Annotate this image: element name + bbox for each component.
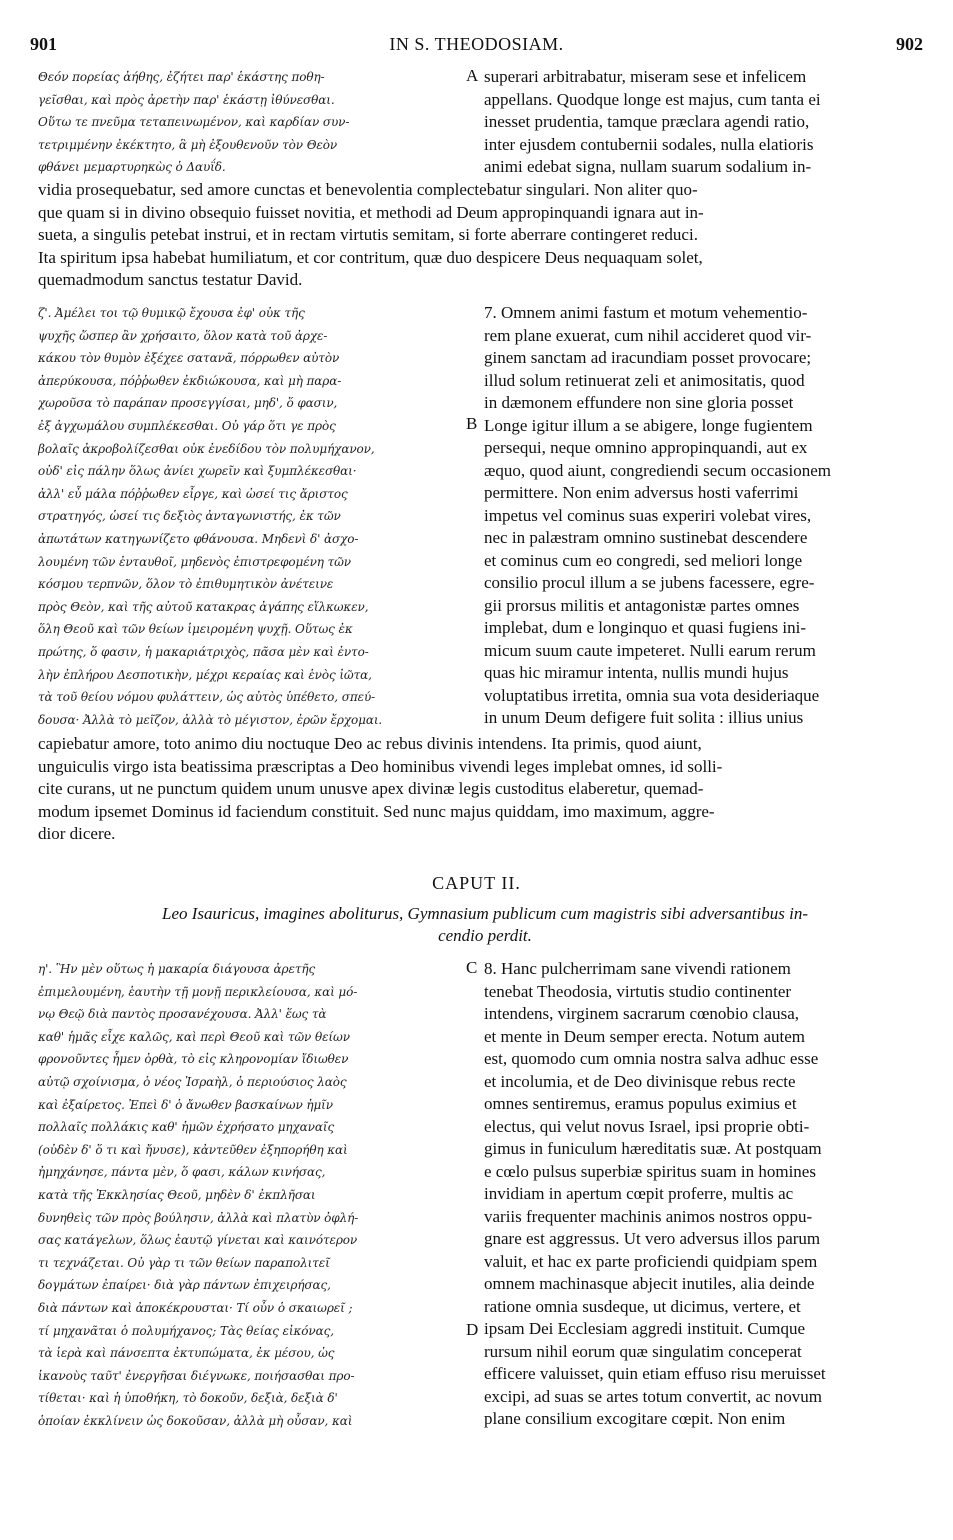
latin-line: efficere valuisset, quin etiam effuso risu meruisset xyxy=(484,1364,826,1383)
latin-line: invidiam in apertum cœpit proferre, multis ac xyxy=(484,1184,794,1203)
latin-line: ratione omnia susdeque, ut dicimus, vertere, et xyxy=(484,1296,801,1316)
full-width-paragraph-2 xyxy=(38,733,920,846)
greek-line: κατὰ τῆς Ἐκκλησίας Θεοῦ, μηδὲν δ' ἐκπλῆσαι xyxy=(38,1187,316,1202)
page-header xyxy=(30,34,923,56)
latin-line: permittere. Non enim adversus hosti vaferrimi xyxy=(484,483,799,502)
latin-column-3 xyxy=(484,958,920,1431)
latin-line: persequi, neque omnino appropinquandi, aut ex xyxy=(484,438,808,457)
greek-line: Οὕτω τε πνεῦμα τεταπεινωμένον, καὶ καρδίαν συν- xyxy=(38,115,350,130)
margin-marker-c: C xyxy=(466,958,478,977)
greek-line: ἐπιμελουμένη, ἑαυτὴν τῇ μονῇ περικλείουσα, καὶ μό- xyxy=(38,984,358,999)
greek-line: στρατηγός, ὡσεί τις δεξιὸς ἀνταγωνιστής, ἐκ τῶν xyxy=(38,509,341,524)
greek-line: αὐτῷ σχοίνισμα, ὁ νέος Ἰσραὴλ, ὁ περιούσιος λαὸς xyxy=(38,1074,347,1089)
latin-line: gnare est aggressus. Ut vero adversus illos parum xyxy=(484,1229,821,1248)
latin-line: tenebat Theodosia, virtutis studio continenter xyxy=(484,981,792,1001)
greek-line: καθ' ἡμᾶς εἶχε καλῶς, καὶ περὶ Θεοῦ καὶ τῶν θείων xyxy=(38,1029,350,1044)
full-line: sueta, a singulis petebat instrui, et in rectam virtutis semitam, si forte aberrare contingeret reduci. xyxy=(38,225,698,244)
latin-line: impetus vel cominus suas experiri volebat vires, xyxy=(484,505,812,525)
latin-line: nec in palæstram omnino sustinebat descendere xyxy=(484,528,808,547)
greek-line: ἐξ ἀγχωμάλου συμπλέκεσθαι. Οὐ γάρ ὅτι γε πρὸς xyxy=(38,418,336,433)
latin-line: superari arbitrabatur, miseram sese et infelicem xyxy=(484,67,807,86)
latin-line: omnem machinasque abjecit inutiles, alia deinde xyxy=(484,1274,815,1293)
latin-line: 8. Hanc pulcherrimam sane vivendi rationem xyxy=(484,959,791,978)
greek-line: ἀπερύκουσα, πόῤῥωθεν ἐκδιώκουσα, καὶ μὴ παρα- xyxy=(38,373,342,388)
latin-line: gimus in funiculum hæreditatis suæ. At postquam xyxy=(484,1139,822,1158)
greek-line: νῳ Θεῷ διὰ παντὸς προσανέχουσα. Ἀλλ' ἕως τὰ xyxy=(38,1007,327,1022)
latin-line: et incolumia, et de Deo divinisque rebus recte xyxy=(484,1071,796,1091)
latin-line: micum suum caute impeteret. Nulli earum rerum xyxy=(484,640,816,660)
latin-line: 7. Omnem animi fastum et motum vehementio- xyxy=(484,303,808,322)
latin-line: intendens, virginem sacrarum cœnobio clausa, xyxy=(484,1004,800,1023)
full-width-paragraph-1 xyxy=(38,179,920,292)
latin-line: in unum Deum defigere fuit solita : illius unius xyxy=(484,708,804,727)
latin-column-1 xyxy=(484,66,920,179)
full-line: modum ipsemet Dominus id faciendum constituit. Sed nunc majus quiddam, imo maximum, aggre- xyxy=(38,801,715,821)
greek-line: ἀπωτάτων κατηγωνίζετο φθάνουσα. Μηδενὶ δ' ἀσχο- xyxy=(38,531,359,546)
greek-line: ὁποίαν ἐκκλίνειν ὡς δοκοῦσαν, ἀλλὰ μὴ οὖσαν, καὶ xyxy=(38,1413,353,1428)
greek-line: πρὸς Θεὸν, καὶ τῆς αὐτοῦ κατακρας ἀγάπης εἵλκωκεν, xyxy=(38,599,369,614)
full-line: cite curans, ut ne punctum quidem unum unusve apex divinæ legis custoditus elaberetur, quemad- xyxy=(38,779,704,798)
greek-line: ὅλη Θεοῦ καὶ τῶν θείων ἱμειρομένη ψυχῇ. Οὕτως ἐκ xyxy=(38,622,353,637)
greek-line: τὰ τοῦ θείου νόμου φυλάττειν, ὡς αὐτὸς ὑπέθετο, σπεύ- xyxy=(38,690,376,705)
latin-line: quas hic miramur intenta, nullis mundi hujus xyxy=(484,663,789,682)
greek-line: δουσα· Ἀλλὰ τὸ μεῖζον, ἀλλὰ τὸ μέγιστον, ἐρῶν ἔρχομαι. xyxy=(38,712,383,727)
greek-column-2 xyxy=(38,302,478,731)
latin-line: plane consilium excogitare cœpit. Non enim xyxy=(484,1409,786,1428)
greek-line: λὴν ἐπλήρου Δεσποτικὴν, μέχρι κεραίας καὶ ἑνὸς ἰῶτα, xyxy=(38,667,372,682)
margin-marker-d: D xyxy=(466,1320,479,1339)
full-line: vidia prosequebatur, sed amore cunctas et benevolentia complectebatur singulari. Non aliter quo- xyxy=(38,180,698,199)
greek-line: γεῖσθαι, καὶ πρὸς ἀρετὴν παρ' ἑκάστῃ ἰθύνεσθαι. xyxy=(38,92,335,107)
latin-line: Longe igitur illum a se abigere, longe fugientem xyxy=(484,415,813,435)
full-line: capiebatur amore, toto animo diu noctuque Deo ac rebus divinis intendens. Ita primis, quod aiunt, xyxy=(38,734,702,753)
greek-line: τίθεται· καὶ ἡ ὑποθήκη, τὸ δοκοῦν, δεξιὰ, δεξιὰ δ' xyxy=(38,1391,338,1406)
latin-line: ipsam Dei Ecclesiam aggredi instituit. Cumque xyxy=(484,1319,806,1338)
greek-line: τί μηχανᾶται ὁ πολυμήχανος; Τὰς θείας εἰκόνας, xyxy=(38,1323,334,1338)
latin-line: gii prorsus militis et antagonistæ partes omnes xyxy=(484,595,800,615)
greek-column-1 xyxy=(38,66,478,179)
chapter-heading: CAPUT II. xyxy=(432,873,521,893)
greek-line: (οὐδὲν δ' ὅ τι καὶ ἤνυσε), κἀντεῦθεν ἐξηπορήθη καὶ xyxy=(38,1142,348,1157)
latin-line: animi edebat signa, nullam suarum sodalium in- xyxy=(484,157,812,176)
greek-line: πολλαῖς πολλάκις καθ' ἡμῶν ἐχρήσατο μηχαναῖς xyxy=(38,1120,335,1135)
chapter-summary xyxy=(70,903,900,947)
latin-line: rem plane exuerat, cum nihil accideret quod vir- xyxy=(484,325,812,345)
greek-line: βολαῖς ἀκροβολίζεσθαι οὐκ ἐνεδίδου τὸν πολυμήχανον, xyxy=(38,441,375,456)
page-number-right: 902 xyxy=(896,34,923,54)
greek-line: καὶ ἐξαίρετος. Ἐπεὶ δ' ὁ ἄνωθεν βασκαίνων ἡμῖν xyxy=(38,1097,333,1112)
latin-line: æquo, quod aiunt, congrediendi secum occasionem xyxy=(484,460,831,480)
latin-line: voluptatibus irretita, omnia sua vota desideriaque xyxy=(484,685,820,705)
latin-line: omnes sentiremus, eramus populus eximius et xyxy=(484,1094,797,1113)
page-number-left: 901 xyxy=(30,34,57,54)
latin-line: valuit, et hac ex parte proficiendi quidpiam spem xyxy=(484,1251,818,1271)
latin-line: et cominus cum eo congredi, sed meliori longe xyxy=(484,550,803,570)
margin-marker-a: A xyxy=(466,66,479,85)
latin-line: in dæmonem effundere non sine gloria posset xyxy=(484,393,794,412)
greek-line: η'. Ἣν μὲν οὕτως ἡ μακαρία διάγουσα ἀρετῆς xyxy=(38,962,316,976)
latin-line: appellans. Quodque longe est majus, cum tanta ei xyxy=(484,89,821,109)
latin-column-2 xyxy=(484,302,920,730)
latin-line: est, quomodo cum omnia nostra salva adhuc esse xyxy=(484,1049,819,1068)
latin-line: consilio procul illum a se jubens facessere, egre- xyxy=(484,573,815,592)
running-title: IN S. THEODOSIAM. xyxy=(389,34,564,54)
full-line: quemadmodum sanctus testatur David. xyxy=(38,270,303,289)
latin-line: implebat, dum e longinquo et quasi fugiens ini- xyxy=(484,618,807,637)
greek-line: Θεόν πορείας ἀήθης, ἐζήτει παρ' ἑκάστης ποθη- xyxy=(38,70,325,84)
greek-line: κόσμου τερπνῶν, ὅλον τὸ ἐπιθυμητικὸν ἀνέτεινε xyxy=(38,577,334,592)
greek-line: οὐδ' εἰς πάλην ὅλως ἀνίει χωρεῖν καὶ ξυμπλέκεσθαι· xyxy=(38,464,357,479)
greek-line: σας κατάγελων, ὅλως ἑαυτῷ γίνεται καὶ καινότερον xyxy=(38,1233,358,1248)
margin-marker-b: B xyxy=(466,414,478,433)
latin-line: ginem sanctam ad iracundiam posset provocare; xyxy=(484,348,812,367)
full-line: dior dicere. xyxy=(38,824,116,843)
latin-line: variis frequenter machinis animos nostros oppu- xyxy=(484,1206,813,1226)
chapter-summary-line: cendio perdit. xyxy=(438,926,532,945)
greek-line: ψυχῆς ὥσπερ ἂν χρήσαιτο, ὅλον κατὰ τοῦ ἀρχε- xyxy=(38,328,328,343)
chapter-summary-line: Leo Isauricus, imagines aboliturus, Gymnasium publicum cum magistris sibi adversantibus in- xyxy=(162,904,808,923)
greek-line: ἱκανοὺς ταῦτ' ἐνεργῆσαι διέγνωκε, ποιήσασθαι προ- xyxy=(38,1368,355,1383)
full-line: Ita spiritum ipsa habebat humiliatum, et cor contritum, quæ duo despicere Deus nequaquam solet, xyxy=(38,247,703,267)
greek-line: κάκου τὸν θυμὸν ἐξέχεε σατανᾶ, πόρρωθεν αὐτὸν xyxy=(38,351,340,366)
greek-line: δογμάτων ἐπαίρει· διὰ γὰρ πάντων ἐπιχειρήσας, xyxy=(38,1278,331,1293)
greek-line: ζ'. Ἀμέλει τοι τῷ θυμικῷ ἔχουσα ἐφ' οὐκ τῆς xyxy=(38,306,305,320)
greek-line: ἠμηχάνησε, πάντα μὲν, ὅ φασι, κάλων κινήσας, xyxy=(38,1165,326,1180)
latin-line: inesset prudentia, tamque præclara agendi ratio, xyxy=(484,112,810,131)
greek-line: διὰ πάντων καὶ ἀποκέκρουσται· Τί οὖν ὁ σκαιωρεῖ ; xyxy=(38,1300,353,1315)
greek-line: ἀλλ' εὖ μάλα πόῤῥωθεν εἶργε, καὶ ὡσεί τις ἄριστος xyxy=(38,486,348,501)
greek-line: τὰ ἱερὰ καὶ πάνσεπτα ἐκτυπώματα, ἐκ μέσου, ὡς xyxy=(38,1346,335,1361)
greek-line: τετριμμένην ἐκέκτητο, ἃ μὴ ἐξουθενοῦν τὸν Θεὸν xyxy=(38,137,338,152)
full-line: unguiculis virgo ista beatissima præscriptas a Deo hominibus vivendi leges implebat omnes, id solli- xyxy=(38,756,723,776)
greek-line: δυνηθεὶς τῶν πρὸς βούλησιν, ἀλλὰ καὶ πλατὺν ὀφλή- xyxy=(38,1210,359,1225)
greek-column-3 xyxy=(38,958,478,1432)
greek-line: χωροῦσα τὸ παράπαν προσεγγίσαι, μηδ', ὅ φασιν, xyxy=(38,396,338,411)
latin-line: illud solum retinuerat zeli et animositatis, quod xyxy=(484,370,805,390)
full-line: que quam si in divino obsequio fuisset novitia, et methodi ad Deum appropinquandi ignara aut in- xyxy=(38,202,704,222)
greek-line: φθάνει μεμαρτυρηκὼς ὁ Δαυΐδ. xyxy=(38,160,226,175)
greek-line: πρώτης, ὅ φασιν, ἡ μακαριάτριχὸς, πᾶσα μὲν καὶ ἐντο- xyxy=(38,644,369,659)
latin-line: e cœlo pulsus superbiæ spiritus suam in homines xyxy=(484,1161,816,1181)
greek-line: τι τεχνάζεται. Οὐ γὰρ τι τῶν θείων παραπολιτεῖ xyxy=(38,1255,330,1270)
latin-line: et mente in Deum semper erecta. Notum autem xyxy=(484,1026,805,1046)
greek-line: φρονοῦντες ἦμεν ὀρθὰ, τὸ εἰς κληρονομίαν ἴδιωθεν xyxy=(38,1052,349,1067)
greek-line: λουμένη τῶν ἐνταυθοῖ, μηδενὸς ἐπιστρεφομένη τῶν xyxy=(38,554,351,569)
latin-line: inter ejusdem contubernii sodales, nulla elatioris xyxy=(484,134,814,154)
latin-line: rursum nihil eorum quæ singulatim conceperat xyxy=(484,1341,802,1361)
latin-line: electus, qui velut novus Israel, ipsi proprie obti- xyxy=(484,1116,810,1136)
latin-line: excipi, ad suas se artes totum convertit, ac novum xyxy=(484,1386,823,1406)
